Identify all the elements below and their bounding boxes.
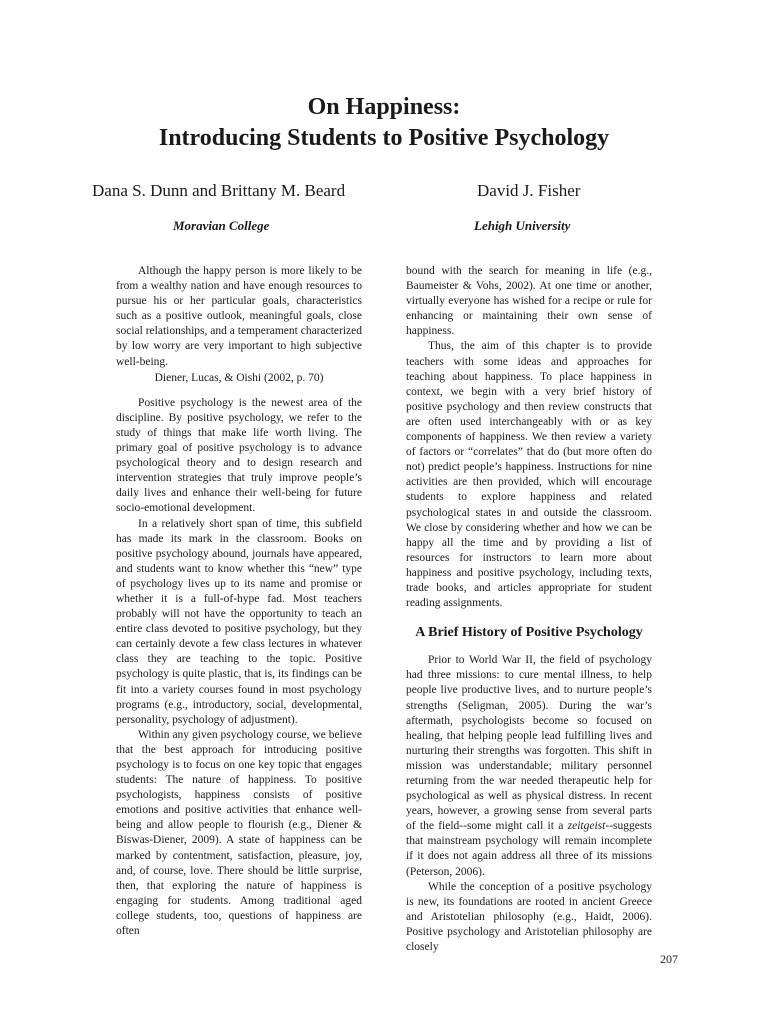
authors-right: David J. Fisher [477, 181, 581, 200]
title-line-1: On Happiness: [307, 94, 461, 120]
authors-left: Dana S. Dunn and Brittany M. Beard [92, 181, 346, 200]
paragraph-text: --suggests that mainstream psychology will remain incomplete if it does not again address all three of its missions (Peterson, 2006). [406, 820, 652, 878]
epigraph-citation: Diener, Lucas, & Oishi (2002, p. 70) [154, 371, 324, 384]
title-line-2: Introducing Students to Positive Psychology [158, 125, 610, 151]
paragraph: In a relatively short span of time, this subfield has made its mark in the classroom. Books on positive psychology abound, journals have appeared, and students want to know whether this “new” type of psychology lives up to its name and promise or whether it is a full-of-hype fad. Most teachers probably will not have the opportunity to teach an entire class devoted to positive psychology, but they can certainly devote a few class lectures in whatever class they are teaching to the topic. Positive psychology is quite plastic, that is, its findings can be fit into a variety courses found in most psychology programs (e.g., introductory, social, developmental, personality, psychology of adjustment). [116, 517, 362, 726]
paragraph: Positive psychology is the newest area of the discipline. By positive psychology, we refer to the study of things that make life worth living. The primary goal of positive psychology is to advance psychological theory and to design research and intervention strategies that truly improve people’s daily lives and enhance their well-being for future socio-emotional development. [116, 396, 362, 515]
epigraph: Although the happy person is more likely to be from a wealthy nation and have enough resources to pursue his or her particular goals, characteristics such as a positive outlook, meaningful goals, close social relationships, and a temperament characterized by low worry are very important to high subjective well-being. [116, 265, 362, 368]
italic-term: zeitgeist [567, 820, 606, 833]
paragraph-text: Prior to World War II, the field of psychology had three missions: to cure mental illness, to help people live productive lives, and to nurture people’s strengths (Seligman, 2005). During the war’s aftermath, psychologists become so focused on healing, that helping people lead fulfilling lives and nurturing their strengths was forgotten. This shift in mission was understandable; military personnel returning from the war needed therapeutic help for psychological as well as physical distress. In recent years, however, a growing sense from several parts of the field--some might call it a [406, 654, 652, 833]
paragraph [406, 653, 652, 879]
paragraph: While the conception of a positive psychology is new, its foundations are rooted in ancient Greece and Aristotelian philosophy (e.g., Haidt, 2006). Positive psychology and Aristotelian philosophy are closely [406, 880, 652, 954]
affiliation-right: Lehigh University [474, 218, 571, 233]
left-column [116, 264, 362, 939]
right-column [406, 264, 652, 955]
affiliation-left: Moravian College [173, 218, 270, 233]
paragraph: Thus, the aim of this chapter is to provide teachers with some ideas and approaches for teaching about happiness. To place happiness in context, we begin with a very brief history of positive psychology and then review constructs that are often used interchangeably with or as key components of happiness. We then review a variety of factors or “correlates” that do (but more often do not) predict people’s happiness. Instructions for nine activities are then provided, which will encourage students to explore happiness and related psychological states in and outside the classroom. We close by considering whether and how we can be happy all the time and by providing a list of resources for instructors to learn more about happiness and positive psychology, including texts, trade books, and articles appropriate for student reading assignments. [406, 340, 652, 610]
page-number: 207 [660, 952, 678, 966]
paragraph: Within any given psychology course, we believe that the best approach for introducing positive psychology is to focus on one key topic that engages students: The nature of happiness. To positive psychologists, happiness consists of positive emotions and positive activities that enhance well-being and allow people to flourish (e.g., Diener & Biswas-Diener, 2009). A state of happiness can be marked by contentment, satisfaction, pleasure, joy, and, of course, love. There should be little surprise, then, that exploring the nature of happiness is engaging for students. Among traditional aged college students, too, questions of happiness are often [116, 728, 362, 938]
section-heading: A Brief History of Positive Psychology [415, 625, 643, 641]
paragraph: bound with the search for meaning in life (e.g., Baumeister & Vohs, 2002). At one time or another, virtually everyone has wished for a recipe or rule for enhancing or maintaining their own sense of happiness. [406, 265, 652, 338]
